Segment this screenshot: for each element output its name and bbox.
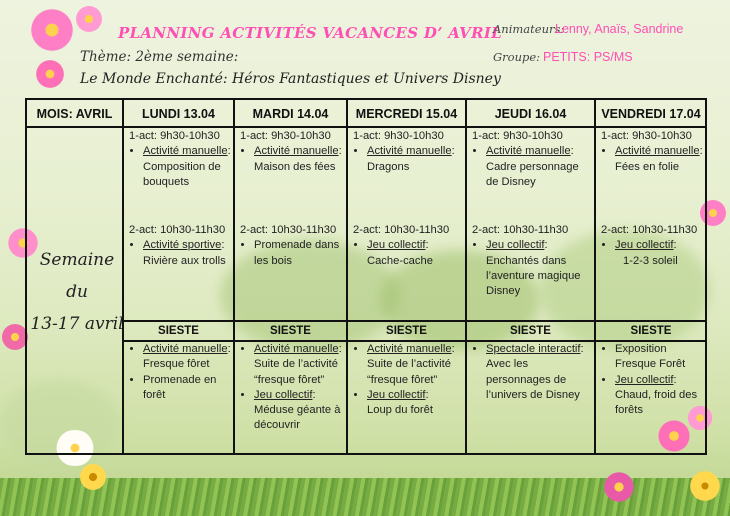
month-header: MOIS: AVRIL bbox=[36, 106, 113, 121]
column-divider bbox=[233, 98, 235, 455]
morning-cell-thursday-2: 2-act: 10h30-11h30 • Jeu collectif: Enchantés dans l’aventure magique Disney bbox=[472, 223, 594, 299]
week-label-line: 13-17 avril bbox=[30, 314, 124, 334]
day-header: MARDI 14.04 bbox=[252, 106, 329, 121]
pink-flower-icon bbox=[34, 58, 66, 90]
activity-text: Avec les personnages de l’univers de Disney bbox=[486, 358, 580, 401]
activity-type: Jeu collectif bbox=[367, 388, 426, 401]
slot-time: 1-act: 9h30-10h30 bbox=[129, 130, 220, 142]
slot-time: 2-act: 10h30-11h30 bbox=[240, 224, 337, 236]
sieste-label: SIESTE bbox=[158, 325, 199, 337]
activity-type: Jeu collectif bbox=[254, 388, 313, 401]
slot-time: 1-act: 9h30-10h30 bbox=[353, 130, 444, 142]
afternoon-cell-thursday: • Spectacle interactif: Avec les personnages de l’univers de Disney bbox=[472, 342, 594, 403]
activity-text: 1-2-3 soleil bbox=[623, 254, 678, 267]
activity-text: Maison des fées bbox=[254, 160, 336, 173]
activity-type: Activité manuelle bbox=[486, 145, 571, 158]
week-label-line: du bbox=[66, 282, 88, 302]
animateurs-label: Animateurs: bbox=[493, 22, 565, 36]
activity-text: Dragons bbox=[367, 160, 410, 173]
morning-cell-monday-2: 2-act: 10h30-11h30 • Activité sportive: Rivière aux trolls bbox=[129, 223, 233, 269]
week-label bbox=[27, 244, 127, 340]
morning-cell-wednesday-2: 2-act: 10h30-11h30 • Jeu collectif: Cache-cache bbox=[353, 223, 465, 269]
morning-cell-tuesday: 1-act: 9h30-10h30 • Activité manuelle: Maison des fées bbox=[240, 129, 346, 175]
activity-type: Activité manuelle bbox=[143, 145, 228, 158]
day-header: MERCREDI 15.04 bbox=[355, 106, 458, 121]
activity-type: Activité manuelle bbox=[367, 145, 452, 158]
day-header: LUNDI 13.04 bbox=[142, 106, 215, 121]
activity-text: Loup du forêt bbox=[367, 404, 433, 417]
morning-cell-thursday: 1-act: 9h30-10h30 • Activité manuelle: Cadre personnage de Disney bbox=[472, 129, 594, 190]
groupe-value: PETITS: PS/MS bbox=[543, 50, 633, 64]
slot-time: 2-act: 10h30-11h30 bbox=[353, 224, 450, 236]
activity-type: Jeu collectif bbox=[615, 373, 674, 386]
activity-text: Cadre personnage de Disney bbox=[486, 160, 579, 188]
yellow-flower-icon bbox=[690, 468, 720, 504]
activity-text: Promenade dans les bois bbox=[254, 239, 340, 267]
afternoon-cell-tuesday: • Activité manuelle: Suite de l’activité “fresque fôret” • Jeu collectif: Méduse géante à découvrir bbox=[240, 342, 346, 434]
day-header: JEUDI 16.04 bbox=[494, 106, 567, 121]
column-divider bbox=[346, 98, 348, 455]
morning-cell-friday-2: 2-act: 10h30-11h30 • Jeu collectif: 1-2-3 soleil bbox=[601, 223, 706, 269]
activity-type: Activité manuelle bbox=[254, 343, 339, 355]
activity-type: Activité manuelle bbox=[254, 145, 339, 158]
slot-time: 2-act: 10h30-11h30 bbox=[601, 224, 698, 236]
afternoon-cell-monday: • Activité manuelle: Fresque fôret • Promenade en forêt bbox=[129, 342, 233, 403]
theme-subtitle: Le Monde Enchanté: Héros Fantastiques et Univers Disney bbox=[80, 71, 501, 87]
afternoon-cell-friday: • Exposition Fresque Forêt • Jeu collectif: Chaud, froid des forêts bbox=[601, 342, 706, 418]
activity-text: Fées en folie bbox=[615, 160, 680, 173]
sieste-label: SIESTE bbox=[510, 325, 551, 337]
activity-text: Fresque fôret bbox=[143, 358, 210, 371]
morning-cell-tuesday-2 bbox=[240, 223, 346, 269]
theme-line: Thème: 2ème semaine: bbox=[80, 49, 239, 65]
activity-type: Activité manuelle bbox=[367, 343, 452, 355]
activity-text: Rivière aux trolls bbox=[143, 254, 226, 267]
pink-flower-icon bbox=[602, 470, 636, 504]
activity-text: Enchantés dans l’aventure magique Disney bbox=[486, 254, 581, 298]
activity-type: Activité manuelle bbox=[143, 343, 228, 355]
slot-time: 1-act: 9h30-10h30 bbox=[472, 130, 563, 142]
activity-type: Activité sportive bbox=[143, 239, 222, 252]
slot-time: 2-act: 10h30-11h30 bbox=[472, 224, 569, 236]
sieste-label: SIESTE bbox=[270, 325, 311, 337]
activity-text: Chaud, froid des forêts bbox=[615, 388, 698, 417]
slot-time: 1-act: 9h30-10h30 bbox=[240, 130, 331, 142]
activity-text: Cache-cache bbox=[367, 254, 433, 267]
page-title: PLANNING ACTIVITÉS VACANCES D’ AVRIL bbox=[118, 24, 502, 42]
activity-text: Suite de l’activité “fresque fôret” bbox=[367, 358, 451, 386]
afternoon-cell-wednesday: • Activité manuelle: Suite de l’activité “fresque fôret” • Jeu collectif: Loup du forêt bbox=[353, 342, 465, 418]
animateurs-value: Lenny, Anaïs, Sandrine bbox=[555, 22, 684, 36]
sieste-label: SIESTE bbox=[630, 325, 672, 337]
morning-cell-monday: 1-act: 9h30-10h30 • Activité manuelle: Composition de bouquets bbox=[129, 129, 233, 190]
slot-time: 2-act: 10h30-11h30 bbox=[129, 224, 226, 236]
activity-text: Méduse géante à découvrir bbox=[254, 404, 341, 432]
activity-type: Jeu collectif bbox=[367, 239, 426, 252]
pink-flower-icon bbox=[28, 6, 76, 54]
day-header: VENDREDI 17.04 bbox=[601, 106, 701, 121]
activity-text: Suite de l’activité “fresque fôret” bbox=[254, 358, 338, 386]
column-divider bbox=[594, 98, 596, 455]
column-divider bbox=[465, 98, 467, 455]
activity-text: Exposition Fresque Forêt bbox=[615, 343, 686, 371]
week-label-line: Semaine bbox=[39, 250, 115, 270]
activity-type: Spectacle interactif bbox=[486, 343, 581, 355]
activity-type: Activité manuelle bbox=[615, 145, 700, 158]
activity-type: Jeu collectif bbox=[615, 239, 674, 252]
pink-flower-icon bbox=[74, 4, 104, 34]
yellow-flower-icon bbox=[78, 462, 108, 492]
activity-type: Jeu collectif bbox=[486, 239, 545, 252]
morning-cell-wednesday: 1-act: 9h30-10h30 • Activité manuelle: Dragons bbox=[353, 129, 465, 175]
activity-text: Composition de bouquets bbox=[143, 160, 221, 188]
groupe-label: Groupe: bbox=[493, 50, 541, 64]
sieste-label: SIESTE bbox=[386, 325, 427, 337]
morning-cell-friday: 1-act: 9h30-10h30 • Activité manuelle: Fées en folie bbox=[601, 129, 706, 175]
activity-text: Promenade en forêt bbox=[143, 373, 217, 401]
slot-time: 1-act: 9h30-10h30 bbox=[601, 130, 692, 142]
